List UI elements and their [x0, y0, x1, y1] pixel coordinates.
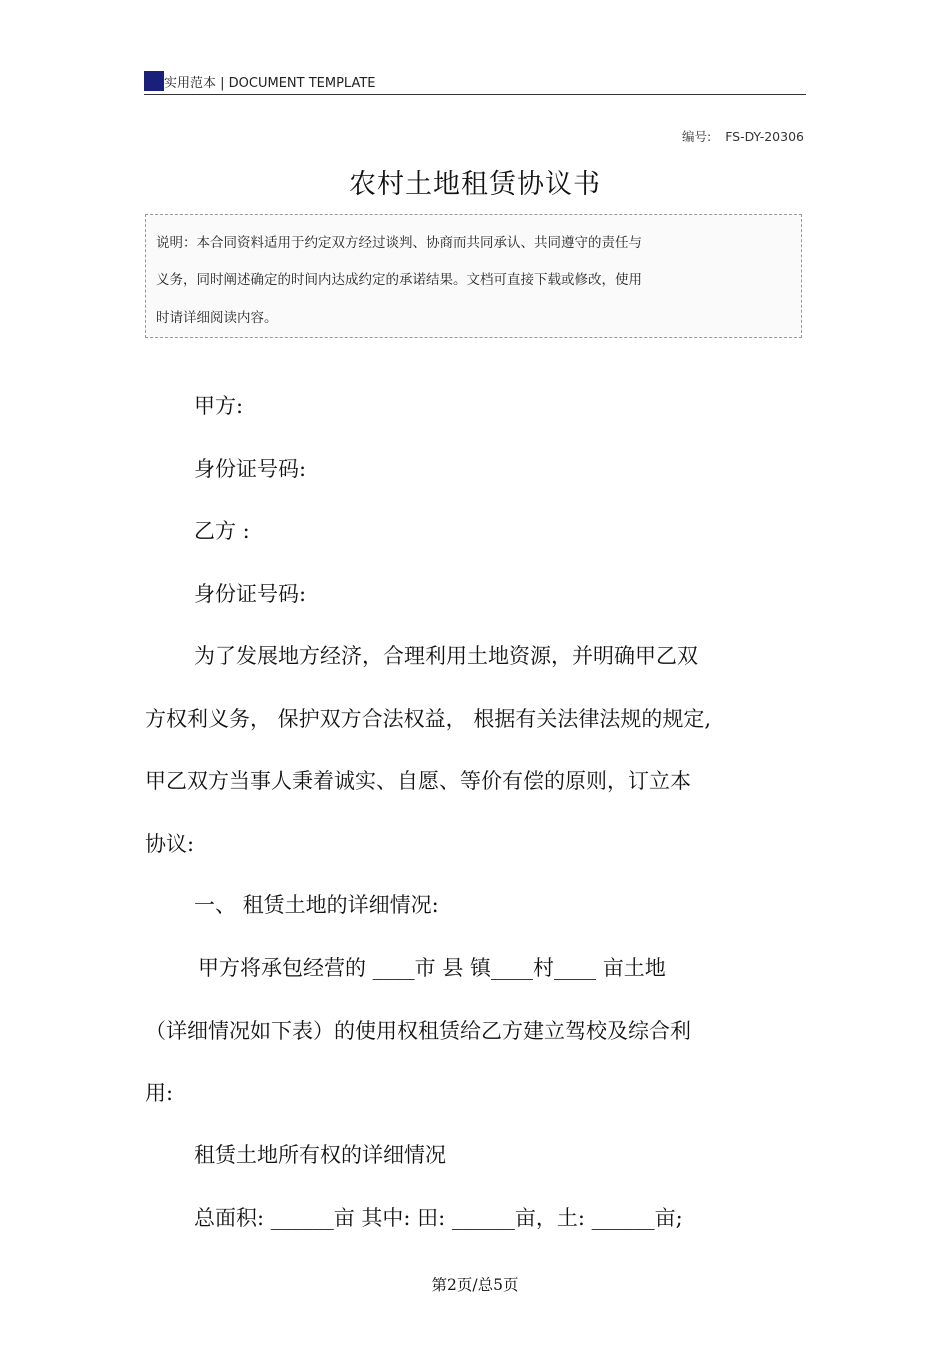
- intro-paragraph-line: 协议:: [145, 832, 195, 856]
- section-paragraph-line: 用:: [145, 1081, 174, 1105]
- brand-logo-square: [144, 71, 164, 91]
- party-b-label: 乙方 :: [194, 519, 250, 543]
- area-line: 总面积: ______亩 其中: 田: ______亩，土: ______亩;: [194, 1206, 683, 1230]
- section-paragraph-line: （详细情况如下表）的使用权租赁给乙方建立驾校及综合利: [145, 1019, 691, 1043]
- party-b-id-label: 身份证号码:: [194, 582, 307, 606]
- note-line: 义务，同时阐述确定的时间内达成约定的承诺结果。文档可直接下载或修改，使用: [156, 272, 642, 288]
- document-number-value: FS-DY-20306: [725, 129, 804, 144]
- intro-paragraph-line: 甲乙双方当事人秉着诚实、自愿、等价有偿的原则，订立本: [145, 769, 691, 793]
- party-a-id-label: 身份证号码:: [194, 457, 307, 481]
- page-header: [144, 70, 806, 95]
- ownership-heading: 租赁土地所有权的详细情况: [194, 1143, 446, 1167]
- note-line: 时请详细阅读内容。: [156, 310, 278, 326]
- section-heading: 一、 租赁土地的详细情况:: [194, 893, 439, 917]
- header-text: 实用范本 | DOCUMENT TEMPLATE: [164, 76, 376, 91]
- party-a-label: 甲方:: [194, 394, 244, 418]
- intro-paragraph-line: 为了发展地方经济，合理利用土地资源，并明确甲乙双: [194, 644, 698, 668]
- document-number-label: 编号:: [681, 129, 712, 144]
- note-line: 说明：本合同资料适用于约定双方经过谈判、协商而共同承认、共同遵守的责任与: [156, 235, 642, 251]
- note-box: [145, 214, 802, 338]
- section-paragraph-line: 甲方将承包经营的 ____市 县 镇____村____ 亩土地: [198, 956, 666, 980]
- document-title: 农村土地租赁协议书: [349, 169, 601, 200]
- page-footer: 第2页/总5页: [431, 1276, 519, 1294]
- document-number: [682, 127, 804, 145]
- intro-paragraph-line: 方权利义务， 保护双方合法权益， 根据有关法律法规的规定,: [145, 707, 712, 731]
